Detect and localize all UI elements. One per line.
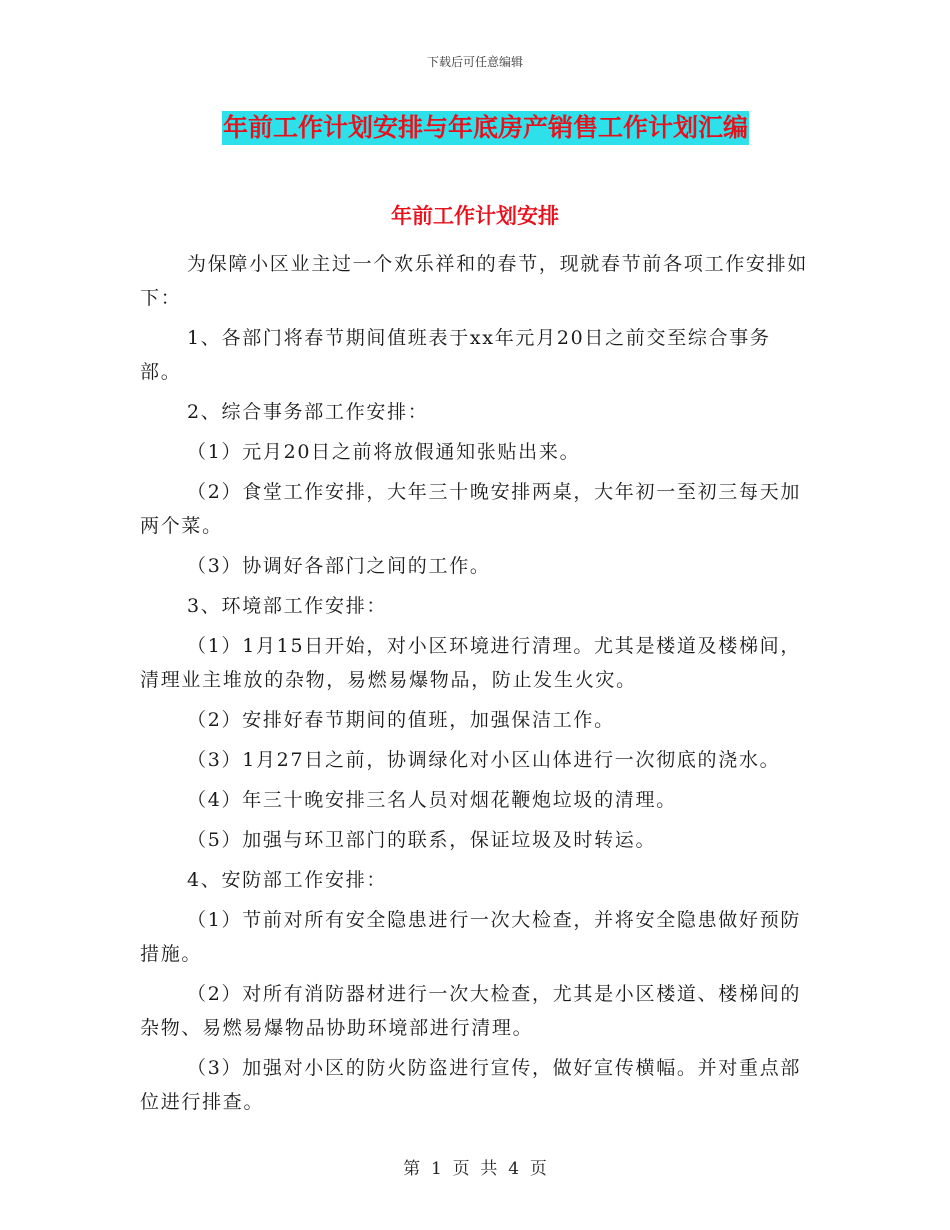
page-footer: 第 1 页 共 4 页 [403,1159,547,1179]
paragraph: 为保障小区业主过一个欢乐祥和的春节，现就春节前各项工作安排如下： [140,253,809,309]
paragraph: （2）对所有消防器材进行一次大检查，尤其是小区楼道、楼梯间的杂物、易燃易爆物品协助环境部进行清理。 [140,983,802,1039]
paragraph: （3）1月27日之前，协调绿化对小区山体进行一次彻底的浇水。 [187,749,781,771]
paragraph: 4、安防部工作安排： [187,869,388,891]
paragraph: （1）元月20日之前将放假通知张贴出来。 [187,441,581,463]
paragraph: （1）1月15日开始，对小区环境进行清理。尤其是楼道及楼梯间，清理业主堆放的杂物，易燃易爆物品，防止发生火灾。 [140,635,802,691]
paragraph: （3）协调好各部门之间的工作。 [187,555,491,577]
paragraph: （2）食堂工作安排，大年三十晚安排两桌，大年初一至初三每天加两个菜。 [140,481,802,537]
paragraph: （1）节前对所有安全隐患进行一次大检查，并将安全隐患做好预防措施。 [140,909,802,965]
paragraph: （2）安排好春节期间的值班，加强保洁工作。 [187,709,615,731]
section-title: 年前工作计划安排 [391,203,559,228]
paragraph: （4）年三十晚安排三名人员对烟花鞭炮垃圾的清理。 [187,789,677,811]
paragraph: （5）加强与环卫部门的联系，保证垃圾及时转运。 [187,829,657,851]
header-note: 下载后可任意编辑 [426,55,523,69]
paragraph: 2、综合事务部工作安排： [187,401,429,423]
document-body [140,247,810,1125]
paragraph: 3、环境部工作安排： [187,595,388,617]
main-title: 年前工作计划安排与年底房产销售工作计划汇编 [222,111,749,145]
paragraph: （3）加强对小区的防火防盗进行宣传，做好宣传横幅。并对重点部位进行排查。 [140,1057,802,1113]
paragraph: 1、各部门将春节期间值班表于xx年元月20日之前交至综合事务部。 [140,327,771,383]
